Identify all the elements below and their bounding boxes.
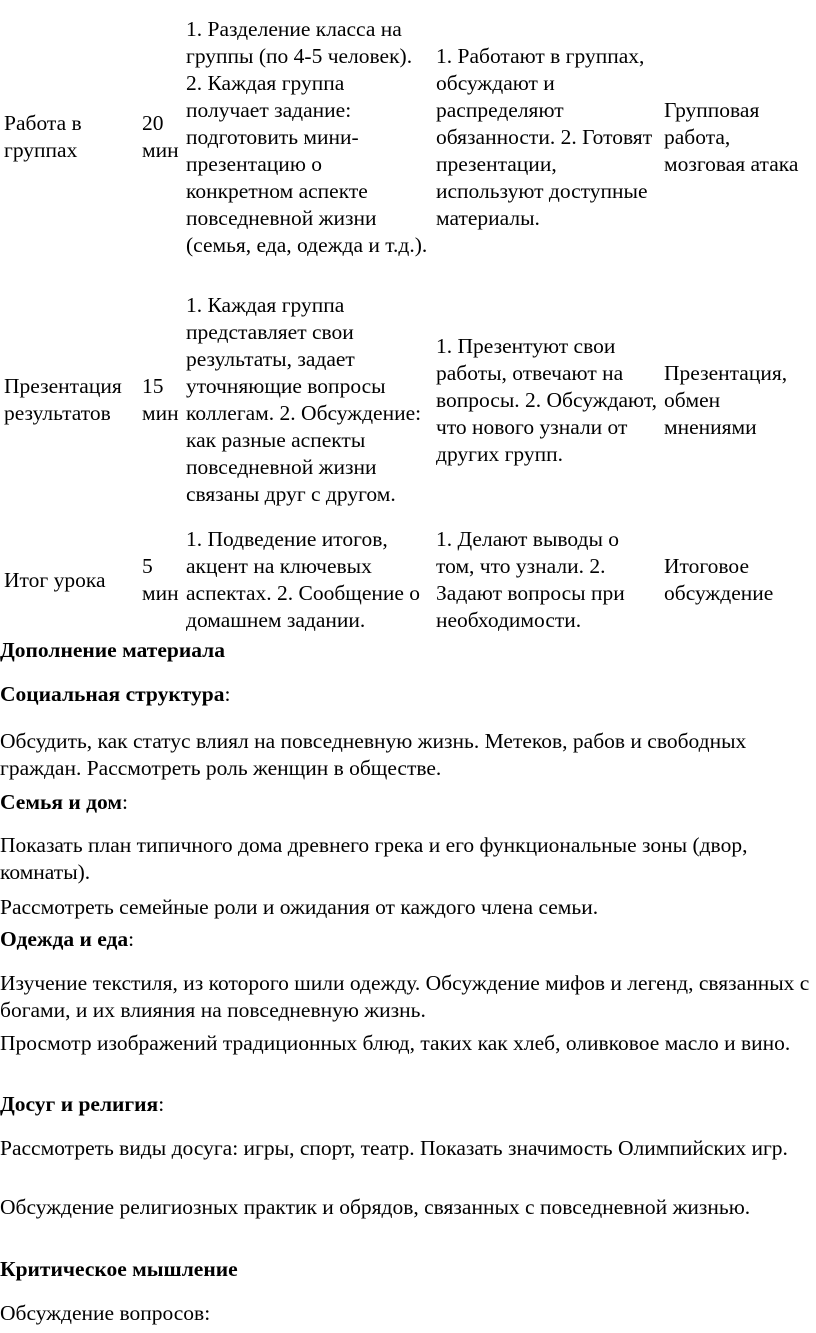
section-heading-family: [0, 789, 816, 816]
method-cell: Итоговое обсуждение: [664, 554, 774, 605]
teacher-activity-cell: 1. Разделение класса на группы (по 4-5 человек). 2. Каждая группа получает задание: подготовить мини-презентацию о конкретном аспекте повседневной жизни (семья, еда, одежда и т.д.).: [186, 16, 428, 257]
paragraph: Просмотр изображений традиционных блюд, таких как хлеб, оливковое масло и вино.: [0, 1031, 791, 1055]
section-heading-leisure: [0, 1091, 816, 1118]
stage-cell: Работа в группах: [4, 111, 82, 162]
student-activity-cell: 1. Работают в группах, обсуждают и распределяют обязанности. 2. Готовят презентации, используют доступные материалы.: [436, 43, 653, 230]
stage-cell: Презентация результатов: [4, 374, 122, 425]
paragraph: Показать план типичного дома древнего грека и его функциональные зоны (двор, комнаты).: [0, 833, 748, 884]
time-cell: 15 мин: [142, 374, 179, 425]
student-activity-cell: 1. Делают выводы о том, что узнали. 2. Задают вопросы при необходимости.: [436, 527, 625, 632]
heading-text: Социальная структура: [0, 682, 225, 706]
paragraph: Рассмотреть виды досуга: игры, спорт, театр. Показать значимость Олимпийских игр.: [0, 1136, 788, 1160]
heading-colon: :: [128, 927, 135, 951]
paragraph: Рассмотреть семейные роли и ожидания от каждого члена семьи.: [0, 895, 599, 919]
table-row: [0, 526, 816, 634]
table-row: [0, 2, 816, 272]
paragraph: Обсудить, как статус влиял на повседневную жизнь. Метеков, рабов и свободных граждан. Рассмотреть роль женщин в обществе.: [0, 729, 747, 780]
heading-text: Досуг и религия: [0, 1092, 159, 1116]
time-cell: 20 мин: [142, 111, 179, 162]
heading-colon: :: [121, 790, 128, 814]
heading-colon: :: [158, 1092, 165, 1116]
section-heading-social: [0, 681, 816, 708]
teacher-activity-cell: 1. Каждая группа представляет свои результаты, задает уточняющие вопросы коллегам. 2. Обсуждение: как разные аспекты повседневной жизни связаны друг с другом.: [186, 293, 422, 506]
table-row: [0, 278, 816, 522]
method-cell: Презентация, обмен мнениями: [664, 360, 788, 439]
heading-colon: :: [224, 682, 231, 706]
heading-text: Семья и дом: [0, 790, 122, 814]
paragraph: Изучение текстиля, из которого шили одежду. Обсуждение мифов и легенд, связанных с богами, и их влияния на повседневную жизнь.: [0, 971, 810, 1022]
paragraph: Обсуждение вопросов:: [0, 1301, 211, 1325]
section-heading-supplement: Дополнение материала: [0, 638, 225, 662]
stage-cell: Итог урока: [4, 567, 106, 592]
student-activity-cell: 1. Презентуют свои работы, отвечают на вопросы. 2. Обсуждают, что нового узнали от других групп.: [436, 333, 657, 466]
heading-text: Одежда и еда: [0, 927, 129, 951]
teacher-activity-cell: 1. Подведение итогов, акцент на ключевых аспектах. 2. Сообщение о домашнем задании.: [186, 527, 421, 632]
time-cell: 5 мин: [142, 554, 179, 605]
paragraph: Обсуждение религиозных практик и обрядов, связанных с повседневной жизнью.: [0, 1195, 751, 1219]
method-cell: Групповая работа, мозговая атака: [664, 97, 799, 176]
section-heading-clothing: [0, 926, 816, 953]
section-heading-critical: Критическое мышление: [0, 1257, 238, 1281]
